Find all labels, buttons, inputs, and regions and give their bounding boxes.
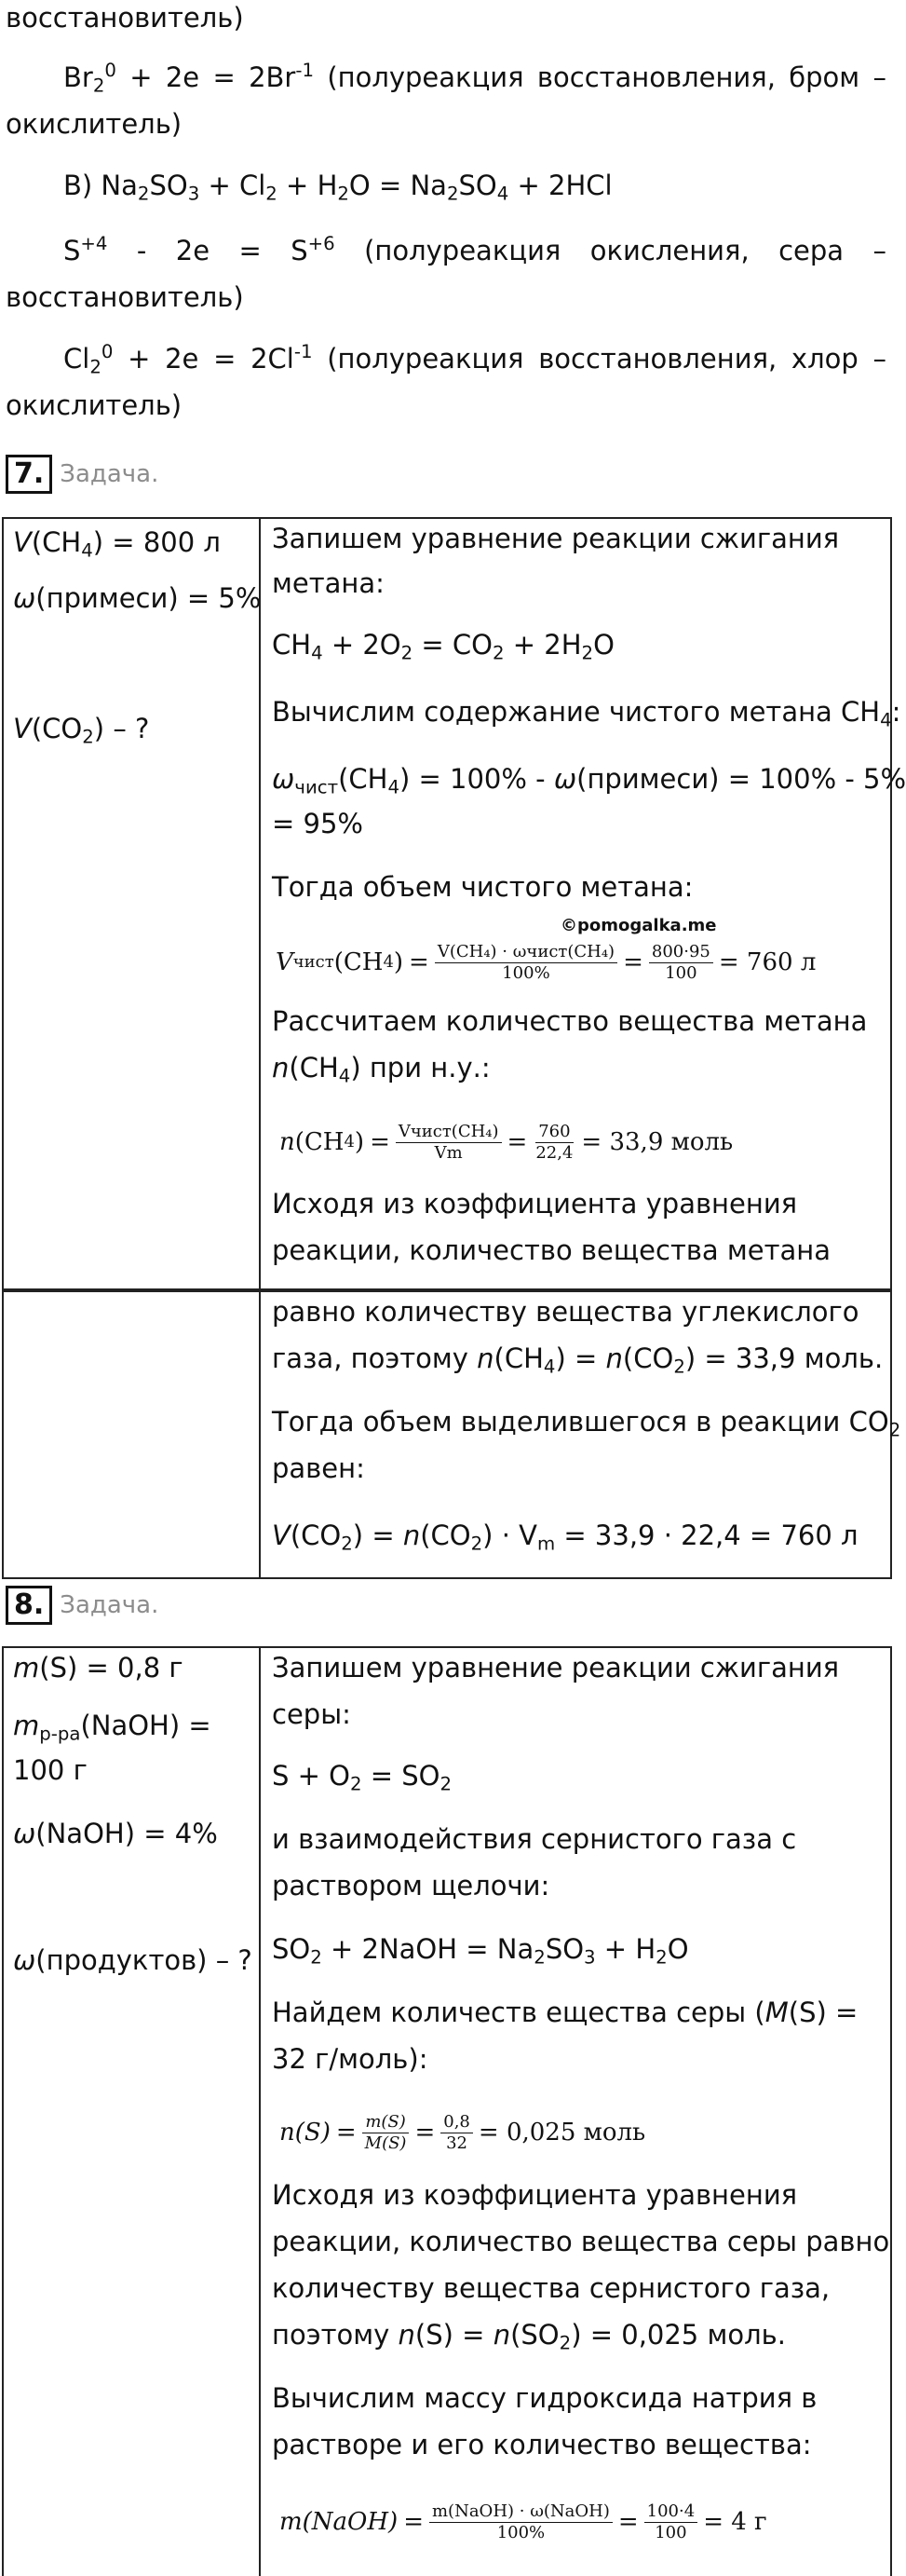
task-label: Задача.	[60, 1591, 159, 1619]
task-number-box: 7.	[6, 455, 52, 494]
solution-line-7: Исходя из коэффициента уравнения	[272, 2179, 798, 2211]
table-divider	[259, 519, 261, 1288]
table-divider	[259, 1648, 261, 2576]
task-7-table	[2, 517, 906, 1290]
solution-line-4: раствором щелочи:	[272, 1870, 550, 1901]
solution-line-3: и взаимодействия сернистого газа с	[272, 1823, 797, 1855]
solution-line-10: газа, поэтому $n(CH_4) = n(CO_2) = 33,9$ моль.	[272, 1343, 884, 1378]
solution-line-3: Вычислим содержание чистого метана $CH_4$:	[272, 696, 901, 731]
given-solution-mass-cont: 100 г	[13, 1754, 88, 1786]
table-divider	[259, 1292, 261, 1577]
task-7-header	[6, 455, 158, 494]
solution-line-1: Запишем уравнение реакции сжигания	[272, 523, 840, 554]
task-8-table	[2, 1646, 892, 2576]
solution-line-10: поэтому $n(S) = n(SO_2) = 0,025$ моль.	[272, 2319, 786, 2354]
final-volume: $V(CO_2) = n(CO_2) \cdot V_m = 33,9 \cdot 22,4 = 760$ л	[272, 1520, 859, 1555]
find-products: ω(продуктов) – ?	[13, 1944, 252, 1976]
solution-line-6: $n(CH_4)$ при н.у.:	[272, 1052, 491, 1087]
fraction: $\frac{\text{m(NaOH) · ω(NaOH)}}{100\%}$	[429, 2501, 613, 2543]
sulfur-combustion-eq: $S + O_2 = SO_2$	[272, 1760, 453, 1795]
fraction: $\frac{800\cdot 95}{100}$	[649, 942, 713, 984]
chlorine-half-reaction: $Cl_2^0 + 2e = 2Cl^{-1}$ (полуреакция восстановления, хлор –	[63, 341, 886, 378]
fraction: $\frac{100\cdot 4}{100}$	[644, 2501, 698, 2543]
solution-line-12: растворе и его количество вещества:	[272, 2429, 812, 2460]
intro-line-1: восстановитель)	[6, 2, 244, 34]
solution-line-6: 32 г/моль):	[272, 2043, 428, 2075]
fraction: $\frac{m(S)}{M(S)}$	[362, 2112, 410, 2154]
solution-line-11: Тогда объем выделившегося в реакции $CO_2$	[272, 1406, 901, 1441]
watermark: ©pomogalka.me	[561, 916, 717, 935]
task-number-box: 8.	[6, 1586, 52, 1625]
sulfur-half-reaction: $S^{+4} - 2e = S^{+6}$ (полуреакция окисления, сера –	[63, 233, 886, 266]
pure-fraction-cont: = 95%	[272, 808, 363, 839]
bromine-half-reaction-cont: окислитель)	[6, 108, 183, 140]
solution-line-8: реакции, количество вещества метана	[272, 1234, 832, 1266]
given-sulfur-mass: m(S) = 0,8 г	[13, 1652, 183, 1683]
bromine-half-reaction: $Br_2^0 + 2e = 2Br^{-1}$ (полуреакция восстановления, бром –	[63, 60, 886, 97]
solution-line-9: количеству вещества сернистого газа,	[272, 2272, 831, 2304]
task-7-table-cont	[2, 1290, 901, 1579]
sulfur-moles-formula: n(S) = $\frac{m(S)}{M(S)}$ = $\frac{0,8}{32}$ = 0,025 моль	[279, 2111, 646, 2153]
solution-line-8: реакции, количество вещества серы равно	[272, 2226, 890, 2257]
task-8-header	[6, 1586, 158, 1625]
solution-line-1: Запишем уравнение реакции сжигания	[272, 1652, 840, 1683]
pure-fraction: $\omega_{чист}(CH_4) = 100\%$ - ω(примеси) = 100% - 5%	[272, 763, 906, 798]
solution-line-5: Найдем количеств ещества серы (M(S) =	[272, 1997, 859, 2028]
chlorine-half-reaction-cont: окислитель)	[6, 389, 183, 421]
solution-line-7: Исходя из коэффициента уравнения	[272, 1188, 798, 1220]
fraction: $\frac{760}{22,4}$	[535, 1121, 574, 1163]
task-label: Задача.	[60, 460, 159, 488]
moles-formula: n (CH 4 ) = $\frac{\text{Vчист(CH₄)}}{Vm}$ = $\frac{760}{22,4}$ = 33,9 моль	[279, 1121, 734, 1163]
solution-line-4: Тогда объем чистого метана:	[272, 871, 694, 903]
given-volume: $V(CH_4) = 800$ л	[13, 526, 221, 562]
solution-line-12: равен:	[272, 1452, 365, 1484]
reaction-v: В) $Na_2SO_3 + Cl_2 + H_2O = Na_2SO_4 + 2HCl$	[63, 170, 613, 205]
solution-line-5: Рассчитаем количество вещества метана	[272, 1005, 868, 1037]
given-impurity: ω(примеси) = 5%	[13, 582, 262, 614]
combustion-equation: $CH_4 + 2O_2 = CO_2 + 2H_2O$	[272, 629, 615, 664]
given-solution-mass: $m_{р-ра}(NaOH)$ =	[13, 1710, 211, 1745]
given-naoh-fraction: ω(NaOH) = 4%	[13, 1818, 218, 1849]
naoh-mass-formula: m(NaOH) = $\frac{\text{m(NaOH) · ω(NaOH)}}{100\%}$ = $\frac{100\cdot 4}{100}$ = 4 г	[279, 2501, 767, 2542]
find-volume: $V(CO_2)$ – ?	[13, 713, 150, 748]
solution-line-2: серы:	[272, 1698, 351, 1730]
fraction: $\frac{\text{V(CH₄) · ωчист(CH₄)}}{100\%}$	[435, 942, 617, 984]
pure-volume-formula: V чист (CH 4 ) = $\frac{\text{V(CH₄) · ωчист(CH₄)}}{100\%}$ = $\frac{800\cdot 95}{100}$ = 760 л	[276, 941, 817, 983]
solution-line-2: метана:	[272, 567, 385, 599]
fraction: $\frac{\text{Vчист(CH₄)}}{Vm}$	[396, 1122, 502, 1164]
fraction: $\frac{0,8}{32}$	[440, 2112, 473, 2154]
sulfur-half-reaction-cont: восстановитель)	[6, 281, 244, 313]
solution-line-11: Вычислим массу гидроксида натрия в	[272, 2382, 818, 2414]
neutralization-eq: $SO_2$ + 2NaOH = $Na_2SO_3 + H_2O$	[272, 1933, 689, 1969]
solution-line-9: равно количеству вещества углекислого	[272, 1296, 859, 1328]
